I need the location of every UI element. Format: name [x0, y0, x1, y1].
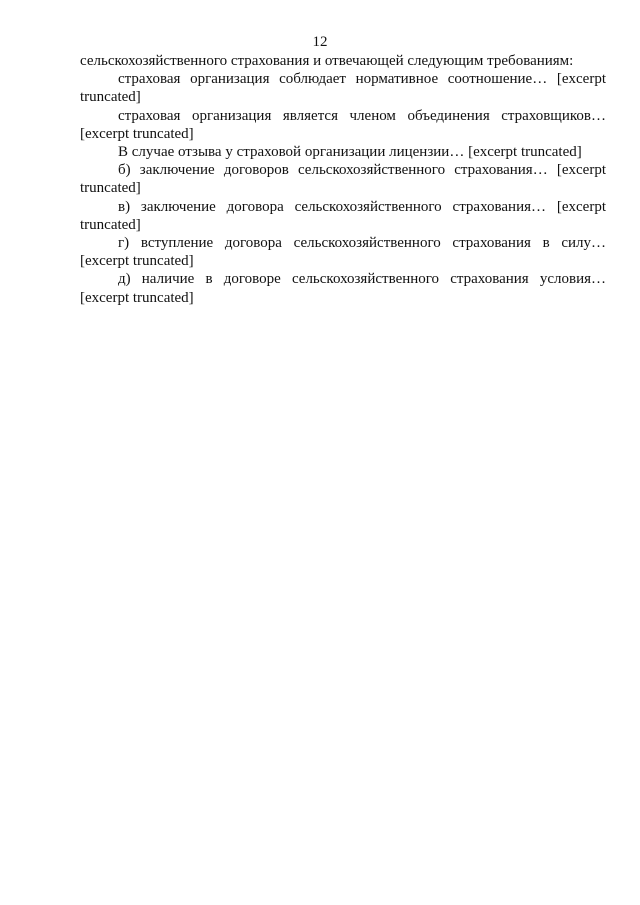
- paragraph: В случае отзыва у страховой организации лицензии… [excerpt truncated]: [118, 144, 582, 161]
- page-number: 12: [312, 34, 328, 50]
- paragraph: г) вступление договора сельскохозяйственного страхования в силу… [excerpt truncated]: [80, 235, 606, 270]
- paragraph: страховая организация является членом объединения страховщиков… [excerpt truncated]: [80, 107, 606, 142]
- paragraph: в) заключение договора сельскохозяйственного страхования… [excerpt truncated]: [80, 198, 606, 233]
- document-body: [80, 52, 606, 307]
- paragraph: д) наличие в договоре сельскохозяйственного страхования условия… [excerpt truncated]: [80, 271, 606, 306]
- paragraph: страховая организация соблюдает нормативное соотношение… [excerpt truncated]: [80, 71, 606, 106]
- paragraph: сельскохозяйственного страхования и отвечающей следующим требованиям:: [80, 53, 574, 69]
- paragraph: б) заключение договоров сельскохозяйственного страхования… [excerpt truncated]: [80, 162, 606, 197]
